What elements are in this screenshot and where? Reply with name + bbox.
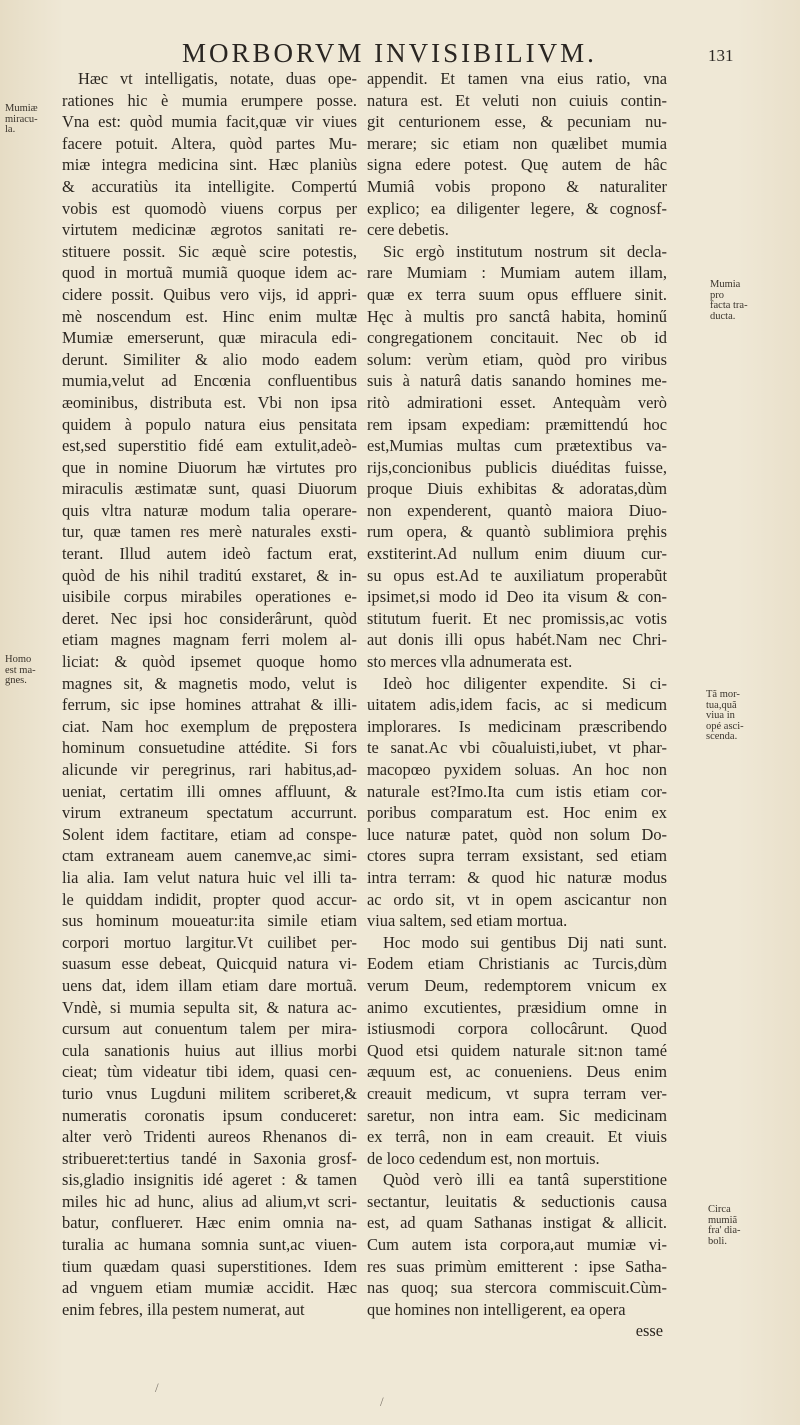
text-line: est,Mumias multas cum prætextibus va- [367,436,667,456]
text-line: ex terrâ, non in eam creauit. Et viuis [367,1127,667,1147]
text-line: tur, quæ tamen res merè naturales exsti- [62,522,357,542]
text-line: Quod etsi quidem naturale sit:non tamé [367,1040,667,1060]
running-head [0,38,800,68]
text-line: magnes sit, & magnetis modo, velut is [62,673,357,693]
margin-note-mumia-sancta: Mumia pro facta tra- ducta. [710,279,748,322]
text-line: cula sanationis huius aut illius morbi [62,1040,357,1060]
text-line: vobis est quomodò viuens corpus per [62,198,357,218]
text-line: explico; ea diligenter legere, & cognosf- [367,198,667,218]
text-line: res suas primùm emitterent : ipse Satha- [367,1256,667,1276]
text-line: Hæc vt intelligatis, notate, duas ope- [78,69,357,88]
text-line: ipsimet,si modo id Deo ita visum & con- [367,587,667,607]
text-line: sectantur, leuitatis & seductionis causa [367,1191,667,1211]
text-line: quòd de his nihil traditú exstaret, & in- [62,565,357,585]
text-line: natura est. Et veluti non cuiuis contin- [367,90,667,110]
text-line: uens dat, idem illam etiam dare mortuã. [62,975,357,995]
text-line: deret. Nec ipsi hoc considerârunt, quòd [62,608,357,628]
text-line: Eodem etiam Christianis ac Turcis,dùm [367,954,667,974]
text-line: verum Deum, redemptorem vnicum ex [367,975,667,995]
text-line: non expenderent, quantò maiora Diuo- [367,500,667,520]
margin-note-homo-magnes: Homo est ma- gnes. [5,654,36,686]
text-line: alter verò Tridenti aureos Rhenanos di- [62,1127,357,1147]
stray-mark-right: / [380,1394,384,1409]
text-line: cursum aut conuentum talem per mira- [62,1019,357,1039]
text-line: Sic ergò institutum nostrum sit decla- [383,241,667,261]
text-line: poribus comparatum est. Hoc enim ex [367,803,667,823]
text-line: uitatem adis,idem facis, ac si medicum [367,695,667,715]
text-line: uisibile corpus mirabiles operationes e- [62,587,357,607]
text-line: etiam magnes magnam ferri molem al- [62,630,357,650]
text-line: implorares. Is medicinam præscribendo [367,716,667,736]
text-line: liciat: & quòd ipsemet quoque homo [62,652,357,672]
text-line: Vndè, si mumia sepulta sit, & natura ac- [62,997,357,1017]
running-title: MORBORVM INVISIBILIVM. [182,38,597,68]
text-line: sis,gladio insignitis idé ageret : & tamen [62,1170,357,1190]
text-line: luce naturæ patet, quòd non solum Do- [367,824,667,844]
text-line: alicunde vir peregrinus, rari habitus,ad- [62,760,357,779]
text-line: le quiddam indidit, propter quod accur- [62,889,357,909]
text-line: & accuratiùs ita intelligite. Compertú [62,176,357,196]
right-text-column [367,68,667,1320]
text-line: Cum autem ista corpora,aut mumiæ vi- [367,1235,667,1255]
catchword-row [367,1320,667,1342]
text-line: æquum est, ac conueniens. Deus enim [367,1062,667,1082]
text-line: stribueret:tertius tandé in Saxonia grosf- [62,1148,357,1168]
text-line: rare Mumiam : Mumiam autem illam, [367,263,667,283]
text-line: istiusmodi corpora collocârunt. Quod [367,1019,667,1039]
text-line: terant. Illud autem ideò factum erat, [62,544,357,564]
text-line: cieat; tùm videatur tibi idem, quasi cen- [62,1062,357,1082]
text-line: stitutum fuerit. Et nec promissis,ac votis [367,608,667,628]
text-line: mumia,velut ad Encœnia confluentibus [62,371,357,391]
text-line: nas quoq; sua stercora commiscuit.Cùm- [367,1278,667,1298]
margin-note-mumiae-miracula: Mumiæ miracu- la. [5,103,38,135]
text-line: enim febres, illa pestem numerat, aut [62,1299,305,1319]
page-number: 131 [708,46,734,65]
text-line: viua saltem, sed etiam mortua. [367,911,568,931]
text-line: lia alia. Iam velut natura huic vel illi ta- [62,867,357,887]
stray-mark-left: / [155,1380,159,1395]
text-line: rem ipsam expediam: præmittendú hoc [367,414,667,434]
text-line: ferrum, sic ipse homines attrahat & illi- [62,695,357,715]
text-line: quæ ex terra suum opus effluere sinit. [367,284,667,304]
text-line: animo excutientes, præsidium omne in [367,997,667,1017]
text-line: que in nomine Diuorum hæ virtutes pro [62,457,357,477]
text-line: suasum esse debeat, Quicquid natura vi- [62,954,357,974]
text-line: de loco cedendum est, non mortuis. [367,1148,600,1168]
text-line: est,sed superstitio fidé eam extulit,adeò- [62,436,357,456]
text-line: rum opera, & quantò sublimiora pręhis [367,522,667,542]
text-line: merare; sic etiam non quælibet mumia [367,133,667,153]
text-line: miæ integra medicina sint. Hæc planiùs [62,155,357,175]
text-line: Ideò hoc diligenter expendite. Si ci- [383,673,667,693]
text-line: intra terram: & quod hic naturæ modus [367,867,667,887]
text-line: sus hominum moueatur:ita simile etiam [62,911,357,931]
text-line: Solent idem factitare, etiam ad conspe- [62,824,357,844]
text-line: solum: verùm etiam, quòd pro viribus [367,349,667,369]
left-text-column [62,68,357,1320]
text-line: creauit medicum, vt supra terram ver- [367,1083,667,1103]
text-line: ad vnguem etiam mumiæ accidit. Hæc [62,1278,357,1298]
text-line: batur, confluerет. Hæc enim omnia na- [62,1213,357,1233]
text-line: appendit. Et tamen vna eius ratio, vna [367,69,667,88]
text-line: ciat. Nam hoc exemplum de prępostera [62,716,357,736]
text-line: Quòd verò illi ea tantâ superstitione [383,1170,667,1190]
text-line: rationes hic è mumia erumpere posse. [62,90,357,110]
text-line: su opus est.Ad te auxiliatum properabũt [367,565,667,585]
text-line: proque Diuis exhibitas & adoratas,dùm [367,479,667,499]
text-line: que homines non intelligerent, ea opera [367,1299,626,1319]
text-line: quod in mortuã mumiã quoque idem ac- [62,263,357,283]
text-line: macopœo pyxidem soluas. An hoc non [367,760,667,779]
text-line: stituere possit. Sic æquè scire potestis, [62,241,357,261]
margin-note-tamen-mortua: Tã mor- tua,quã viua in opé asci- scenda. [706,689,744,742]
text-line: Mumiæ emerserunt, quæ miracula edi- [62,328,357,348]
text-line: congregationem concitauit. Nec ob id [367,328,667,348]
text-line: facere potuit. Altera, quòd partes Mu- [62,133,357,153]
text-line: cidere possit. Quibus vero vijs, id appri- [62,284,357,304]
text-line: saretur, non intra eam. Sic medicinam [367,1105,667,1125]
text-line: ac ordo sit, vt in opem ascicantur non [367,889,667,909]
catchword: esse [635,1321,663,1340]
text-line: ctores supra terram exsistant, sed etiam [367,846,667,866]
text-line: virum extraneum spectatum accurrunt. [62,803,357,823]
text-line: cere debetis. [367,220,449,240]
text-line: ueniat, certatim illi omnes affluunt, & [62,781,357,801]
text-line: numeratis coronatis ipsum conduceret: [62,1105,357,1125]
text-line: hominum consuetudine attédite. Si fors [62,738,357,758]
text-line: git centurionem esse, & pecuniam nu- [367,112,667,132]
text-line: corpori mortuo largitur.Vt cuilibet per- [62,932,357,952]
text-line: aut donis illi opus habét.Nam nec Chri- [367,630,667,650]
text-line: ritò admirationi esset. Antequàm verò [367,392,667,412]
text-line: virtutem medicinæ ægrotos sanitati re- [62,220,357,240]
text-line: miraculis æstimatæ sunt, quasi Diuorum [62,479,357,499]
text-line: turalia ac humana somnia sunt,ac viuen- [62,1235,357,1255]
text-line: Vna est: quòd mumia facit,quæ vir viues [62,112,357,132]
text-line: signa edere potest. Quę autem de hâc [367,155,667,175]
text-line: est, ad quam Sathanas instigat & allicit. [367,1213,667,1233]
text-line: quidem à populo natura eius pensitata [62,414,357,434]
margin-note-circa-mumia: Circa mumiã fra' dia- boli. [708,1204,741,1247]
text-line: quis vltra naturæ modum talia operare- [62,500,357,520]
text-line: ctam extraneam auem canemve,ac simi- [62,846,357,866]
text-line: rijs,concionibus publicis diuéditas fuisse, [367,457,667,477]
text-line: æominibus, distributa est. Vbi non ipsa [62,392,357,412]
text-line: Mumiâ vobis propono & naturaliter [367,176,667,196]
text-line: turio vnus Lugduni militem scriberet,& [62,1083,357,1103]
text-line: mè noscendum est. Hinc enim multæ [62,306,357,326]
text-line: Hoc modo sui gentibus Dij nati sunt. [383,932,667,952]
text-line: miles hic ad hunc, alius ad alium,vt scri- [62,1191,357,1211]
text-line: exstiterint.Ad nullum enim diuum cur- [367,544,667,564]
text-line: suis à naturâ datis sanando homines me- [367,371,667,391]
text-line: te sanat.Ac vbi cõualuisti,iubet, vt phar- [367,738,667,758]
text-line: naturale est?Imo.Ita cum istis etiam cor- [367,781,667,801]
text-line: Hęc à multis pro sanctâ habita, hominű [367,306,667,326]
text-line: derunt. Similiter & alio modo eadem [62,349,357,369]
text-line: tium quædam quasi superstitiones. Idem [62,1256,357,1276]
text-line: sto merces vlla adnumerata est. [367,652,573,672]
